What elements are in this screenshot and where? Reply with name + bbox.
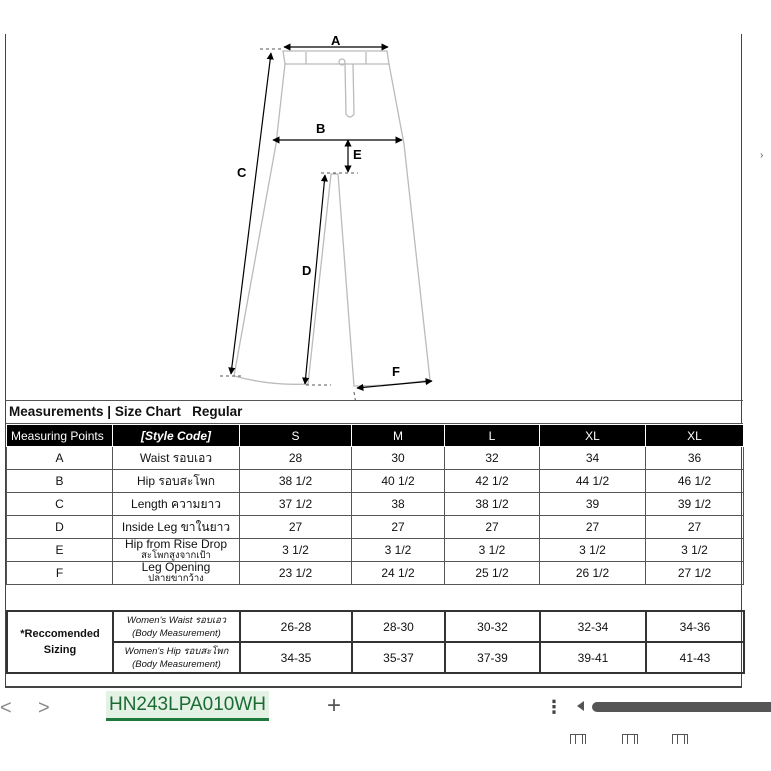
prev-sheet-icon[interactable]: < xyxy=(0,697,12,719)
value-cell[interactable]: 39-41 xyxy=(540,642,646,673)
table-row xyxy=(7,493,744,516)
header-size-l[interactable]: L xyxy=(445,425,540,447)
label-a: A xyxy=(331,34,341,48)
value-cell[interactable]: 27 xyxy=(352,516,445,539)
value-cell[interactable]: 39 1/2 xyxy=(646,493,744,516)
value-cell[interactable]: 32-34 xyxy=(540,611,646,642)
value-cell[interactable]: 3 1/2 xyxy=(646,539,744,562)
label-d: D xyxy=(302,263,312,278)
header-measuring-points[interactable]: Measuring Points xyxy=(7,425,113,447)
value-cell[interactable]: 25 1/2 xyxy=(445,562,540,585)
sheet-tab-active[interactable]: HN243LPA010WH xyxy=(106,691,269,721)
desc-main: Waist รอบเอว xyxy=(139,450,213,465)
value-cell[interactable]: 38 xyxy=(352,493,445,516)
desc-main: Hip รอบสะโพก xyxy=(137,473,215,488)
point-cell[interactable]: F xyxy=(7,562,113,585)
desc-main: Length ความยาว xyxy=(131,496,221,511)
size-table-header xyxy=(7,425,744,447)
value-cell[interactable]: 24 1/2 xyxy=(352,562,445,585)
desc-sub: สะโพกสูงจากเป้า xyxy=(141,550,211,561)
value-cell[interactable]: 38 1/2 xyxy=(445,493,540,516)
value-cell[interactable]: 30 xyxy=(352,447,445,470)
desc-sub: (Body Measurement) xyxy=(132,658,221,670)
desc-cell[interactable] xyxy=(113,493,240,516)
desc-cell[interactable] xyxy=(113,539,240,562)
value-cell[interactable]: 39 xyxy=(540,493,646,516)
value-cell[interactable]: 27 xyxy=(240,516,352,539)
value-cell[interactable]: 26-28 xyxy=(240,611,352,642)
value-cell[interactable]: 3 1/2 xyxy=(352,539,445,562)
point-cell[interactable]: C xyxy=(7,493,113,516)
value-cell[interactable]: 38 1/2 xyxy=(240,470,352,493)
desc-main: Women's Waist รอบเอว xyxy=(126,614,227,626)
value-cell[interactable]: 23 1/2 xyxy=(240,562,352,585)
table-row xyxy=(7,447,744,470)
label-e: E xyxy=(353,147,362,162)
label-f: F xyxy=(392,364,400,379)
table-row xyxy=(7,539,744,562)
pants-outline xyxy=(234,51,430,386)
value-cell[interactable]: 36 xyxy=(646,447,744,470)
header-size-xl[interactable]: XL xyxy=(540,425,646,447)
more-options-icon[interactable]: ⋮ xyxy=(545,697,563,717)
value-cell[interactable]: 46 1/2 xyxy=(646,470,744,493)
table-row xyxy=(7,470,744,493)
value-cell[interactable]: 42 1/2 xyxy=(445,470,540,493)
value-cell[interactable]: 40 1/2 xyxy=(352,470,445,493)
chart-title: Measurements | Size Chart Regular xyxy=(9,404,243,419)
value-cell[interactable]: 28 xyxy=(240,447,352,470)
chevron-right-icon[interactable]: › xyxy=(760,150,764,161)
add-sheet-button[interactable]: + xyxy=(327,692,342,719)
scroll-left-icon[interactable] xyxy=(577,701,584,711)
label-c: C xyxy=(237,165,247,180)
value-cell[interactable]: 34 xyxy=(540,447,646,470)
value-cell[interactable]: 32 xyxy=(445,447,540,470)
desc-cell[interactable] xyxy=(113,516,240,539)
recommended-sizing-table xyxy=(6,610,745,674)
desc-cell[interactable] xyxy=(113,562,240,585)
point-cell[interactable]: A xyxy=(7,447,113,470)
desc-cell[interactable] xyxy=(113,470,240,493)
desc-cell[interactable] xyxy=(113,447,240,470)
status-bar xyxy=(0,728,771,771)
value-cell[interactable]: 30-32 xyxy=(445,611,540,642)
value-cell[interactable]: 3 1/2 xyxy=(540,539,646,562)
value-cell[interactable]: 26 1/2 xyxy=(540,562,646,585)
value-cell[interactable]: 37 1/2 xyxy=(240,493,352,516)
measure-lines xyxy=(231,47,432,388)
header-style-code[interactable]: [Style Code] xyxy=(113,425,240,447)
value-cell[interactable]: 28-30 xyxy=(352,611,445,642)
label-b: B xyxy=(316,121,326,136)
header-size-s[interactable]: S xyxy=(240,425,352,447)
value-cell[interactable]: 27 1/2 xyxy=(646,562,744,585)
value-cell[interactable]: 41-43 xyxy=(646,642,744,673)
table-row xyxy=(7,562,744,585)
table-row xyxy=(7,611,744,642)
value-cell[interactable]: 44 1/2 xyxy=(540,470,646,493)
next-sheet-icon[interactable]: > xyxy=(38,697,50,719)
dashed-guides xyxy=(220,49,358,400)
header-size-m[interactable]: M xyxy=(352,425,445,447)
chart-title-row xyxy=(6,400,743,424)
spreadsheet-sheet xyxy=(5,34,742,686)
value-cell[interactable]: 34-36 xyxy=(646,611,744,642)
value-cell[interactable]: 27 xyxy=(445,516,540,539)
size-chart-table xyxy=(6,424,744,585)
value-cell[interactable]: 34-35 xyxy=(240,642,352,673)
desc-main: Hip from Rise Drop xyxy=(124,538,228,551)
desc-cell[interactable] xyxy=(113,642,240,673)
value-cell[interactable]: 3 1/2 xyxy=(240,539,352,562)
desc-main: Women's Hip รอบสะโพก xyxy=(124,645,229,657)
point-cell[interactable]: B xyxy=(7,470,113,493)
pants-diagram xyxy=(6,34,743,400)
recommended-sizing-label[interactable]: *Reccomended Sizing xyxy=(7,611,113,673)
point-cell[interactable]: E xyxy=(7,539,113,562)
table-row xyxy=(7,642,744,673)
sheet-tab-bar xyxy=(0,688,771,728)
header-size-xl-2[interactable]: XL xyxy=(646,425,744,447)
page-layout-view-icon[interactable] xyxy=(622,734,638,744)
value-cell[interactable]: 3 1/2 xyxy=(445,539,540,562)
value-cell[interactable]: 27 xyxy=(540,516,646,539)
desc-sub: (Body Measurement) xyxy=(132,627,221,639)
point-cell[interactable]: D xyxy=(7,516,113,539)
value-cell[interactable]: 27 xyxy=(646,516,744,539)
value-cell[interactable]: 35-37 xyxy=(352,642,445,673)
page-break-view-icon[interactable] xyxy=(672,734,688,744)
desc-main: Leg Opening xyxy=(141,561,211,574)
horizontal-scrollbar-thumb[interactable] xyxy=(592,702,771,712)
value-cell[interactable]: 37-39 xyxy=(445,642,540,673)
desc-main: Inside Leg ขาในยาว xyxy=(121,519,231,534)
normal-view-icon[interactable] xyxy=(570,734,586,744)
desc-cell[interactable] xyxy=(113,611,240,642)
table-row xyxy=(7,516,744,539)
desc-sub: ปลายขากว้าง xyxy=(148,573,204,584)
